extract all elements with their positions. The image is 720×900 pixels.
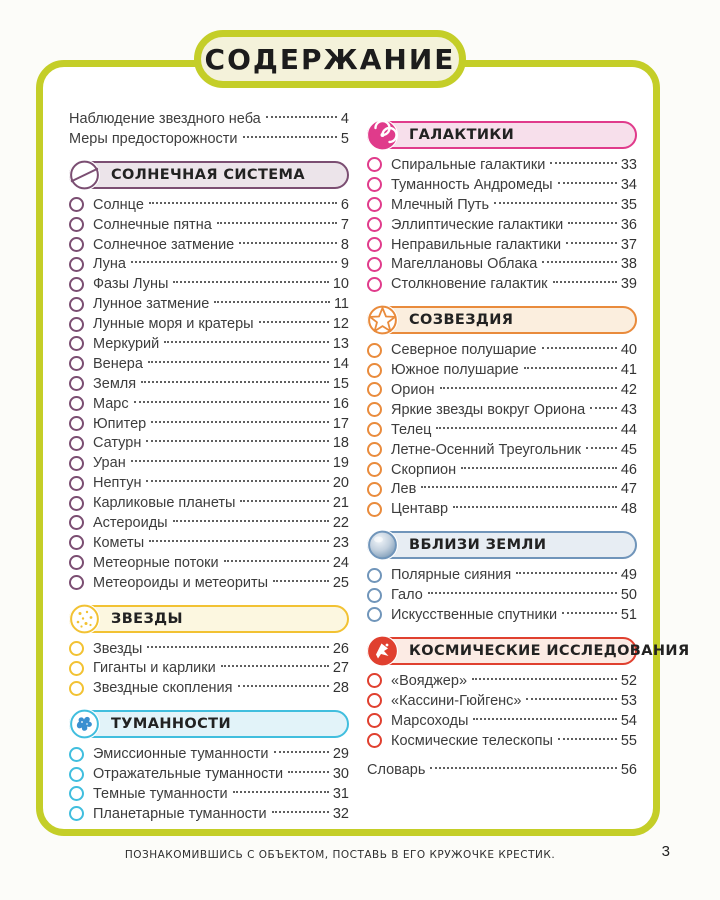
dot-leader — [274, 751, 329, 753]
dot-leader — [494, 202, 617, 204]
toc-item-label: Южное полушарие — [391, 362, 519, 379]
dot-leader — [440, 387, 617, 389]
toc-row — [69, 533, 349, 553]
dot-leader — [558, 182, 617, 184]
section-header-solar-system — [69, 161, 349, 189]
checkbox-circle[interactable] — [367, 502, 382, 517]
checkbox-circle[interactable] — [69, 356, 84, 371]
toc-item-page: 46 — [620, 461, 637, 478]
dot-leader — [562, 612, 617, 614]
toc-row — [69, 433, 349, 453]
dot-leader — [453, 506, 617, 508]
footer-note: ПОЗНАКОМИВШИСЬ С ОБЪЕКТОМ, ПОСТАВЬ В ЕГО КРУЖОЧКЕ КРЕСТИК. — [124, 849, 556, 861]
toc-item-page: 8 — [340, 236, 349, 253]
toc-row — [69, 804, 349, 824]
toc-item-label: Солнечное затмение — [93, 236, 235, 253]
checkbox-circle[interactable] — [69, 641, 84, 656]
toc-item-page: 15 — [332, 375, 349, 392]
toc-item-label: «Вояджер» — [391, 672, 468, 689]
toc-row — [367, 360, 637, 380]
toc-item-label: Лев — [391, 481, 417, 498]
toc-row — [367, 605, 637, 625]
toc-item-page: 54 — [620, 712, 637, 729]
toc-item-label: Венера — [93, 355, 143, 372]
dot-leader — [148, 361, 329, 363]
checkbox-circle[interactable] — [367, 197, 382, 212]
dot-leader — [217, 222, 337, 224]
section-space-research — [367, 637, 690, 751]
checkbox-circle[interactable] — [69, 555, 84, 570]
toc-row — [69, 215, 349, 235]
checkbox-circle[interactable] — [367, 157, 382, 172]
dot-leader — [238, 685, 329, 687]
toc-item-page: 24 — [332, 554, 349, 571]
dot-leader — [421, 486, 617, 488]
dot-leader — [568, 222, 617, 224]
section-title: ЗВЕЗДЫ — [111, 610, 183, 627]
dot-leader — [566, 242, 617, 244]
checkbox-circle[interactable] — [69, 217, 84, 232]
toc-row — [69, 784, 349, 804]
dot-leader — [131, 261, 337, 263]
toc-item-label: Летне-Осенний Треугольник — [391, 441, 581, 458]
toc-item-page: 33 — [620, 156, 637, 173]
toc-item-page: 39 — [620, 276, 637, 293]
checkbox-circle[interactable] — [69, 681, 84, 696]
section-title: ВБЛИЗИ ЗЕМЛИ — [409, 537, 547, 554]
checkbox-circle[interactable] — [69, 257, 84, 272]
toc-row — [69, 493, 349, 513]
toc-item-page: 14 — [332, 355, 349, 372]
dot-leader — [147, 646, 329, 648]
checkbox-circle[interactable] — [69, 575, 84, 590]
section-near-earth — [367, 531, 637, 625]
dot-leader — [149, 202, 337, 204]
toc-row — [367, 195, 637, 215]
toc-item-label: Марсоходы — [391, 712, 469, 729]
toc-item-label: Словарь — [367, 762, 426, 779]
dot-leader — [214, 301, 330, 303]
dot-leader — [524, 367, 617, 369]
toc-item-label: Эллиптические галактики — [391, 216, 564, 233]
page-title-text: СОДЕРЖАНИЕ — [204, 42, 456, 76]
toc-item-label: Кометы — [93, 534, 145, 551]
checkbox-circle[interactable] — [69, 297, 84, 312]
toc-row — [367, 671, 637, 691]
toc-item-label: Северное полушарие — [391, 342, 537, 359]
toc-item-label: Космические телескопы — [391, 732, 553, 749]
checkbox-circle[interactable] — [69, 317, 84, 332]
dot-leader — [288, 771, 329, 773]
checkbox-circle[interactable] — [367, 217, 382, 232]
toc-row — [69, 473, 349, 493]
dot-leader — [134, 401, 329, 403]
dot-leader — [558, 738, 617, 740]
toc-item-label: Темные туманности — [93, 785, 228, 802]
toc-item-page: 31 — [332, 785, 349, 802]
toc-row — [69, 314, 349, 334]
checkbox-circle[interactable] — [69, 237, 84, 252]
toc-item-page: 49 — [620, 567, 637, 584]
toc-item-label: Метеороиды и метеориты — [93, 574, 269, 591]
star-cluster-icon — [69, 603, 100, 634]
section-title: ГАЛАКТИКИ — [409, 127, 515, 143]
saturn-icon — [69, 159, 100, 190]
toc-item-page: 27 — [332, 660, 349, 677]
toc-row — [69, 254, 349, 274]
toc-item-label: Столкновение галактик — [391, 276, 548, 293]
toc-row — [69, 658, 349, 678]
toc-item-label: «Кассини-Гюйгенс» — [391, 692, 522, 709]
toc-row — [367, 274, 637, 294]
checkbox-circle[interactable] — [367, 673, 382, 688]
toc-item-page: 48 — [620, 501, 637, 518]
section-header-galaxies — [367, 121, 637, 149]
toc-item-page: 44 — [620, 421, 637, 438]
toc-item-label: Центавр — [391, 501, 449, 518]
dot-leader — [233, 791, 329, 793]
toc-row — [367, 215, 637, 235]
section-galaxies — [367, 121, 637, 294]
toc-item-label: Лунные моря и кратеры — [93, 316, 254, 333]
checkbox-circle[interactable] — [69, 786, 84, 801]
toc-row — [69, 374, 349, 394]
toc-row — [367, 440, 637, 460]
toc-item-label: Отражательные туманности — [93, 766, 284, 783]
toc-item-page: 10 — [332, 276, 349, 293]
dot-leader — [472, 678, 617, 680]
section-constellations — [367, 306, 637, 519]
checkbox-circle[interactable] — [367, 343, 382, 358]
dot-leader — [430, 767, 616, 769]
toc-item-label: Меры предосторожности — [69, 130, 238, 147]
toc-item-label: Уран — [93, 455, 126, 472]
section-nebulae — [69, 710, 349, 824]
toc-row — [367, 691, 637, 711]
dot-leader — [243, 136, 337, 138]
dot-leader — [224, 560, 329, 562]
section-solar-system — [69, 161, 349, 593]
toc-item-label: Земля — [93, 375, 137, 392]
contents-columns — [69, 109, 690, 822]
toc-item-label: Скорпион — [391, 461, 457, 478]
checkbox-circle[interactable] — [367, 422, 382, 437]
toc-item-page: 51 — [620, 606, 637, 623]
toc-row — [367, 340, 637, 360]
checkbox-circle[interactable] — [69, 496, 84, 511]
checkbox-circle[interactable] — [367, 462, 382, 477]
checkbox-circle[interactable] — [367, 277, 382, 292]
toc-row — [69, 294, 349, 314]
dot-leader — [240, 500, 328, 502]
toc-item-page: 37 — [620, 236, 637, 253]
dot-leader — [553, 281, 617, 283]
toc-row — [367, 380, 637, 400]
constellation-star-icon — [367, 305, 398, 336]
toc-item-page: 41 — [620, 362, 637, 379]
dot-leader — [526, 698, 616, 700]
dot-leader — [436, 427, 616, 429]
checkbox-circle[interactable] — [69, 747, 84, 762]
toc-item-page: 9 — [340, 256, 349, 273]
toc-row — [69, 274, 349, 294]
toc-item-page: 32 — [332, 805, 349, 822]
toc-row — [367, 460, 637, 480]
page-number: 3 — [661, 843, 670, 860]
toc-row — [367, 499, 637, 519]
toc-item-label: Телец — [391, 421, 432, 438]
toc-row — [367, 565, 637, 585]
toc-item-page: 53 — [620, 692, 637, 709]
toc-item-page: 42 — [620, 381, 637, 398]
dot-leader — [221, 665, 329, 667]
toc-item-page: 20 — [332, 475, 349, 492]
checkbox-circle[interactable] — [367, 693, 382, 708]
checkbox-circle[interactable] — [69, 456, 84, 471]
toc-item-page: 34 — [620, 176, 637, 193]
toc-item-page: 17 — [332, 415, 349, 432]
section-header-constellations — [367, 306, 637, 334]
dot-leader — [131, 460, 329, 462]
toc-item-label: Звездные скопления — [93, 680, 233, 697]
toc-item-page: 45 — [620, 441, 637, 458]
toc-item-label: Нептун — [93, 475, 142, 492]
section-title: ТУМАННОСТИ — [111, 716, 231, 733]
toc-item-label: Магеллановы Облака — [391, 256, 538, 273]
toc-item-page: 18 — [332, 435, 349, 452]
dot-leader — [542, 261, 617, 263]
toc-row — [367, 420, 637, 440]
toc-item-page: 38 — [620, 256, 637, 273]
toc-item-label: Луна — [93, 256, 127, 273]
toc-item-label: Меркурий — [93, 335, 160, 352]
dot-leader — [239, 242, 337, 244]
toc-item-page: 6 — [340, 196, 349, 213]
glossary-row — [367, 760, 637, 780]
toc-item-page: 13 — [332, 335, 349, 352]
toc-item-page: 19 — [332, 455, 349, 472]
checkbox-circle[interactable] — [367, 607, 382, 622]
dot-leader — [473, 718, 616, 720]
page-title — [194, 30, 466, 88]
right-column — [367, 109, 690, 817]
checkbox-circle[interactable] — [367, 713, 382, 728]
toc-item-page: 26 — [332, 640, 349, 657]
checkbox-circle[interactable] — [367, 237, 382, 252]
dot-leader — [550, 162, 617, 164]
toc-item-label: Неправильные галактики — [391, 236, 562, 253]
intro-row — [69, 129, 349, 149]
dot-leader — [146, 440, 329, 442]
toc-item-page: 23 — [332, 534, 349, 551]
dot-leader — [173, 281, 328, 283]
toc-row — [367, 235, 637, 255]
dot-leader — [141, 381, 329, 383]
checkbox-circle[interactable] — [69, 535, 84, 550]
checkbox-circle[interactable] — [367, 482, 382, 497]
checkbox-circle[interactable] — [367, 402, 382, 417]
toc-item-page: 55 — [620, 732, 637, 749]
toc-item-page: 40 — [620, 342, 637, 359]
spiral-galaxy-icon — [367, 120, 398, 151]
toc-row — [367, 175, 637, 195]
toc-item-label: Солнечные пятна — [93, 216, 212, 233]
checkbox-circle[interactable] — [69, 416, 84, 431]
toc-item-page: 28 — [332, 680, 349, 697]
toc-item-label: Полярные сияния — [391, 567, 512, 584]
dot-leader — [272, 811, 329, 813]
dot-leader — [146, 480, 328, 482]
checkbox-circle[interactable] — [69, 515, 84, 530]
toc-row — [367, 400, 637, 420]
nebula-icon — [69, 709, 100, 740]
checkbox-circle[interactable] — [367, 588, 382, 603]
toc-row — [367, 479, 637, 499]
toc-item-label: Лунное затмение — [93, 296, 210, 313]
checkbox-circle[interactable] — [69, 376, 84, 391]
dot-leader — [461, 467, 617, 469]
checkbox-circle[interactable] — [367, 382, 382, 397]
section-title: СОЗВЕЗДИЯ — [409, 312, 514, 329]
toc-item-page: 43 — [620, 401, 637, 418]
toc-row — [69, 573, 349, 593]
toc-row — [69, 195, 349, 215]
toc-item-page: 22 — [332, 514, 349, 531]
toc-row — [69, 513, 349, 533]
toc-item-page: 5 — [340, 130, 349, 147]
toc-item-label: Солнце — [93, 196, 144, 213]
toc-item-label: Спиральные галактики — [391, 156, 546, 173]
toc-item-page: 47 — [620, 481, 637, 498]
dot-leader — [266, 116, 337, 118]
checkbox-circle[interactable] — [69, 277, 84, 292]
toc-item-page: 50 — [620, 587, 637, 604]
toc-row — [367, 585, 637, 605]
section-title: КОСМИЧЕСКИЕ ИССЛЕДОВАНИЯ — [409, 642, 690, 659]
checkbox-circle[interactable] — [69, 396, 84, 411]
toc-item-page: 35 — [620, 196, 637, 213]
dot-leader — [428, 592, 617, 594]
toc-item-label: Гало — [391, 587, 423, 604]
intro-row — [69, 109, 349, 129]
toc-item-page: 7 — [340, 216, 349, 233]
toc-item-label: Эмиссионные туманности — [93, 746, 269, 763]
toc-row — [69, 553, 349, 573]
toc-row — [69, 235, 349, 255]
toc-item-label: Метеорные потоки — [93, 554, 219, 571]
dot-leader — [164, 341, 329, 343]
toc-item-page: 11 — [333, 296, 349, 313]
space-probe-icon — [367, 635, 398, 666]
toc-row — [69, 639, 349, 659]
checkbox-circle[interactable] — [69, 336, 84, 351]
toc-row — [367, 155, 637, 175]
toc-item-label: Фазы Луны — [93, 276, 169, 293]
toc-row — [69, 744, 349, 764]
toc-row — [69, 678, 349, 698]
toc-row — [69, 354, 349, 374]
checkbox-circle[interactable] — [69, 806, 84, 821]
dot-leader — [259, 321, 329, 323]
toc-item-label: Яркие звезды вокруг Ориона — [391, 401, 586, 418]
checkbox-circle[interactable] — [69, 767, 84, 782]
toc-row — [69, 394, 349, 414]
toc-item-page: 30 — [332, 766, 349, 783]
checkbox-circle[interactable] — [367, 257, 382, 272]
toc-item-page: 21 — [332, 495, 349, 512]
toc-item-label: Юпитер — [93, 415, 147, 432]
section-header-near-earth — [367, 531, 637, 559]
section-stars — [69, 605, 349, 699]
dot-leader — [542, 347, 617, 349]
toc-item-page: 56 — [620, 762, 637, 779]
toc-item-label: Марс — [93, 395, 129, 412]
checkbox-circle[interactable] — [69, 197, 84, 212]
toc-row — [367, 254, 637, 274]
checkbox-circle[interactable] — [367, 442, 382, 457]
dot-leader — [273, 580, 329, 582]
toc-item-page: 25 — [332, 574, 349, 591]
toc-item-label: Туманность Андромеды — [391, 176, 553, 193]
toc-item-label: Астероиды — [93, 514, 168, 531]
dot-leader — [586, 447, 617, 449]
dot-leader — [590, 407, 617, 409]
dot-leader — [151, 421, 329, 423]
intro-items — [69, 109, 349, 149]
checkbox-circle[interactable] — [367, 177, 382, 192]
left-column — [69, 109, 349, 822]
checkbox-circle[interactable] — [367, 733, 382, 748]
checkbox-circle[interactable] — [367, 363, 382, 378]
toc-row — [69, 414, 349, 434]
section-title: СОЛНЕЧНАЯ СИСТЕМА — [111, 166, 306, 183]
section-header-nebulae — [69, 710, 349, 738]
toc-item-label: Планетарные туманности — [93, 805, 267, 822]
dot-leader — [173, 520, 329, 522]
dot-leader — [149, 540, 329, 542]
toc-item-label: Млечный Путь — [391, 196, 490, 213]
checkbox-circle[interactable] — [69, 661, 84, 676]
toc-item-label: Гиганты и карлики — [93, 660, 216, 677]
toc-item-page: 36 — [620, 216, 637, 233]
toc-item-label: Наблюдение звездного неба — [69, 110, 261, 127]
contents-page-frame — [36, 60, 690, 836]
toc-item-label: Сатурн — [93, 435, 142, 452]
toc-item-page: 16 — [332, 395, 349, 412]
toc-item-label: Искусственные спутники — [391, 606, 558, 623]
toc-item-page: 52 — [620, 672, 637, 689]
toc-item-label: Звезды — [93, 640, 143, 657]
checkbox-circle[interactable] — [69, 436, 84, 451]
toc-item-page: 12 — [332, 316, 349, 333]
checkbox-circle[interactable] — [69, 476, 84, 491]
toc-item-page: 4 — [340, 110, 349, 127]
toc-item-page: 29 — [332, 746, 349, 763]
section-header-space-research — [367, 637, 690, 665]
toc-item-label: Карликовые планеты — [93, 495, 236, 512]
toc-row — [69, 453, 349, 473]
toc-row — [69, 334, 349, 354]
section-header-stars — [69, 605, 349, 633]
sphere-icon — [367, 530, 398, 561]
dot-leader — [516, 572, 617, 574]
toc-row — [69, 764, 349, 784]
toc-item-label: Орион — [391, 381, 435, 398]
toc-row — [367, 711, 637, 731]
toc-row — [367, 731, 637, 751]
checkbox-circle[interactable] — [367, 568, 382, 583]
